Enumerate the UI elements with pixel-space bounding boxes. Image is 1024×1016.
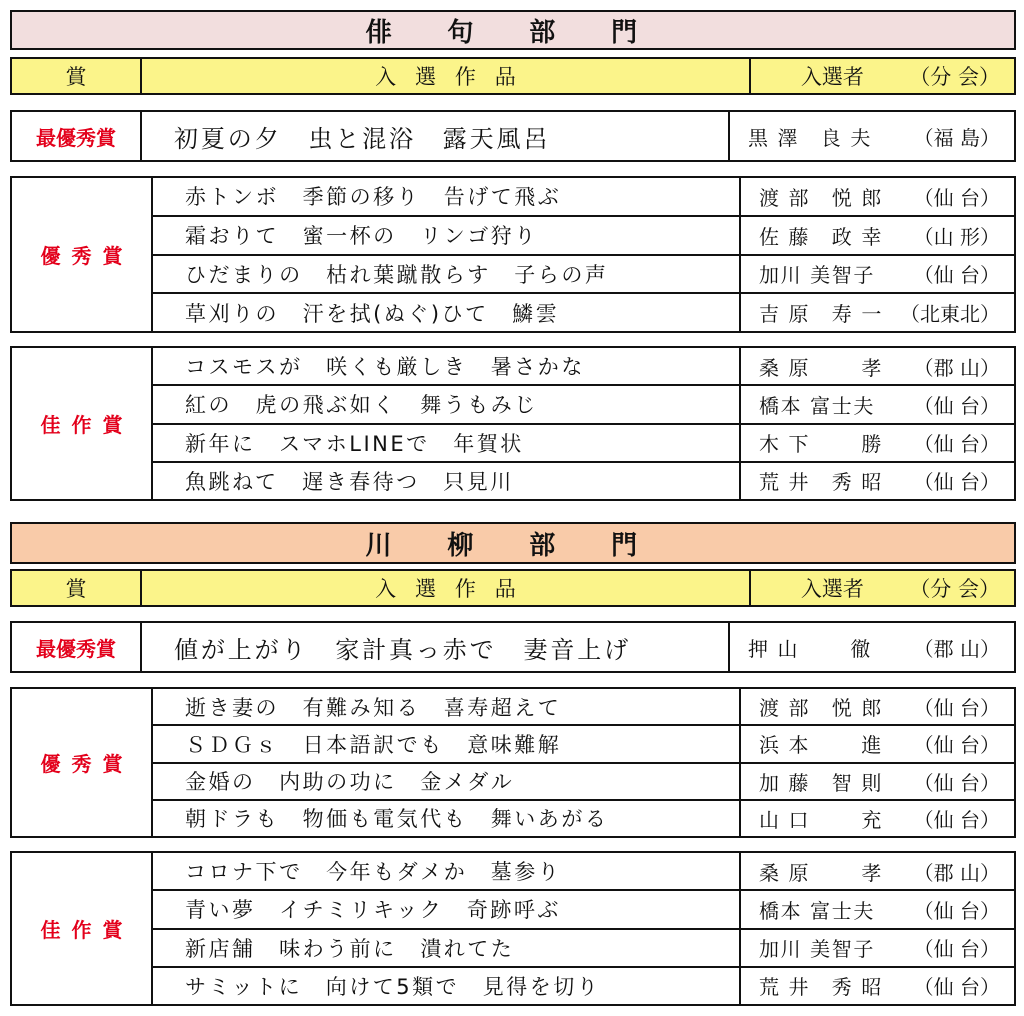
header-work: 入選作品 — [142, 571, 751, 605]
author-name: 加川 美智子 — [759, 937, 875, 962]
author-branch: （仙 台） — [913, 975, 1000, 1000]
header-award: 賞 — [12, 571, 142, 605]
author-branch: （郡 山） — [913, 355, 1000, 380]
work-text: 新年に スマホLINEで 年賀状 — [153, 425, 741, 461]
author-name: 加川 美智子 — [759, 263, 875, 288]
author-branch: （仙 台） — [913, 393, 1000, 418]
header-branch-label: （分 会） — [909, 65, 1000, 89]
author-name: 桑 原 孝 — [759, 355, 883, 380]
work-text: 初夏の夕 虫と混浴 露天風呂 — [142, 112, 730, 160]
author-branch: （北東北） — [900, 302, 1000, 327]
author-branch: （仙 台） — [913, 470, 1000, 495]
author-branch: （郡 山） — [913, 860, 1000, 885]
work-text: 赤トンボ 季節の移り 告げて飛ぶ — [153, 178, 741, 215]
author-branch: （仙 台） — [913, 185, 1000, 210]
table-header-senryu — [10, 569, 1016, 607]
table-row — [153, 425, 1014, 463]
work-text: ひだまりの 枯れ葉蹴散らす 子らの声 — [153, 256, 741, 293]
table-row — [153, 891, 1014, 929]
author-name: 木 下 勝 — [759, 432, 883, 457]
award-group-honorable — [10, 851, 1016, 1006]
work-text: ＳＤＧｓ 日本語訳でも 意味難解 — [153, 726, 741, 761]
work-text: 逝き妻の 有難み知る 喜寿超えて — [153, 689, 741, 724]
table-row — [153, 689, 1014, 726]
author-branch: （仙 台） — [913, 733, 1000, 758]
award-label: 佳作賞 — [12, 853, 153, 1004]
award-label: 最優秀賞 — [12, 623, 142, 671]
author-name: 荒 井 秀 昭 — [759, 975, 883, 1000]
author-name: 加 藤 智 則 — [759, 770, 883, 795]
work-text: 新店舗 味わう前に 潰れてた — [153, 930, 741, 966]
author-name: 黒 澤 良 夫 — [748, 125, 872, 150]
table-row — [153, 968, 1014, 1004]
section-title-haiku: 俳 句 部 門 — [10, 10, 1016, 50]
author-branch: （福 島） — [913, 125, 1000, 150]
award-group-excellent — [10, 176, 1016, 333]
author-name: 渡 部 悦 郎 — [759, 696, 883, 721]
author-name: 橋本 富士夫 — [759, 393, 875, 418]
table-row — [153, 764, 1014, 801]
author-name: 橋本 富士夫 — [759, 898, 875, 923]
table-row — [153, 853, 1014, 891]
table-row — [153, 386, 1014, 424]
work-text: コロナ下で 今年もダメか 墓参り — [153, 853, 741, 889]
author-branch: （山 形） — [913, 224, 1000, 249]
header-award: 賞 — [12, 59, 142, 93]
author-branch: （仙 台） — [913, 696, 1000, 721]
work-text: 紅の 虎の飛ぶ如く 舞うもみじ — [153, 386, 741, 422]
table-row — [142, 112, 1014, 160]
work-text: コスモスが 咲くも厳しき 暑さかな — [153, 348, 741, 384]
author-name: 桑 原 孝 — [759, 860, 883, 885]
work-text: 朝ドラも 物価も電気代も 舞いあがる — [153, 801, 741, 836]
work-text: 魚跳ねて 遅き春待つ 只見川 — [153, 463, 741, 499]
author-branch: （仙 台） — [913, 898, 1000, 923]
table-row — [153, 801, 1014, 836]
header-branch-label: （分 会） — [909, 577, 1000, 601]
author-branch: （仙 台） — [913, 432, 1000, 457]
work-text: 青い夢 イチミリキック 奇跡呼ぶ — [153, 891, 741, 927]
author-branch: （仙 台） — [913, 937, 1000, 962]
table-row — [153, 178, 1014, 217]
award-group-excellent — [10, 687, 1016, 838]
author-name: 荒 井 秀 昭 — [759, 470, 883, 495]
award-group-honorable — [10, 346, 1016, 501]
award-label: 佳作賞 — [12, 348, 153, 499]
author-name: 渡 部 悦 郎 — [759, 185, 883, 210]
work-text: サミットに 向けて5類で 見得を切り — [153, 968, 741, 1004]
work-text: 金婚の 内助の功に 金メダル — [153, 764, 741, 799]
table-row — [153, 217, 1014, 256]
header-work: 入選作品 — [142, 59, 751, 93]
table-row — [153, 930, 1014, 968]
award-group-top — [10, 621, 1016, 673]
author-branch: （郡 山） — [913, 636, 1000, 661]
table-row — [153, 294, 1014, 331]
award-label: 優秀賞 — [12, 689, 153, 836]
award-label: 最優秀賞 — [12, 112, 142, 160]
award-label: 優秀賞 — [12, 178, 153, 331]
work-text: 霜おりて 蜜一杯の リンゴ狩り — [153, 217, 741, 254]
work-text: 草刈りの 汗を拭(ぬぐ)ひて 鱗雲 — [153, 294, 741, 331]
table-header-haiku — [10, 57, 1016, 95]
table-row — [153, 348, 1014, 386]
work-text: 値が上がり 家計真っ赤で 妻音上げ — [142, 623, 730, 671]
author-name: 佐 藤 政 幸 — [759, 224, 883, 249]
header-author — [751, 59, 1014, 93]
table-row — [153, 256, 1014, 295]
table-row — [153, 726, 1014, 763]
author-branch: （仙 台） — [913, 263, 1000, 288]
author-name: 浜 本 進 — [759, 733, 883, 758]
header-author-label: 入選者 — [800, 577, 864, 601]
table-row — [142, 623, 1014, 671]
author-name: 山 口 充 — [759, 807, 883, 832]
section-title-senryu: 川 柳 部 門 — [10, 522, 1016, 564]
table-row — [153, 463, 1014, 499]
header-author — [751, 571, 1014, 605]
award-group-top — [10, 110, 1016, 162]
header-author-label: 入選者 — [800, 65, 864, 89]
author-branch: （仙 台） — [913, 807, 1000, 832]
author-branch: （仙 台） — [913, 770, 1000, 795]
author-name: 吉 原 寿 一 — [759, 302, 883, 327]
author-name: 押 山 徹 — [748, 636, 872, 661]
